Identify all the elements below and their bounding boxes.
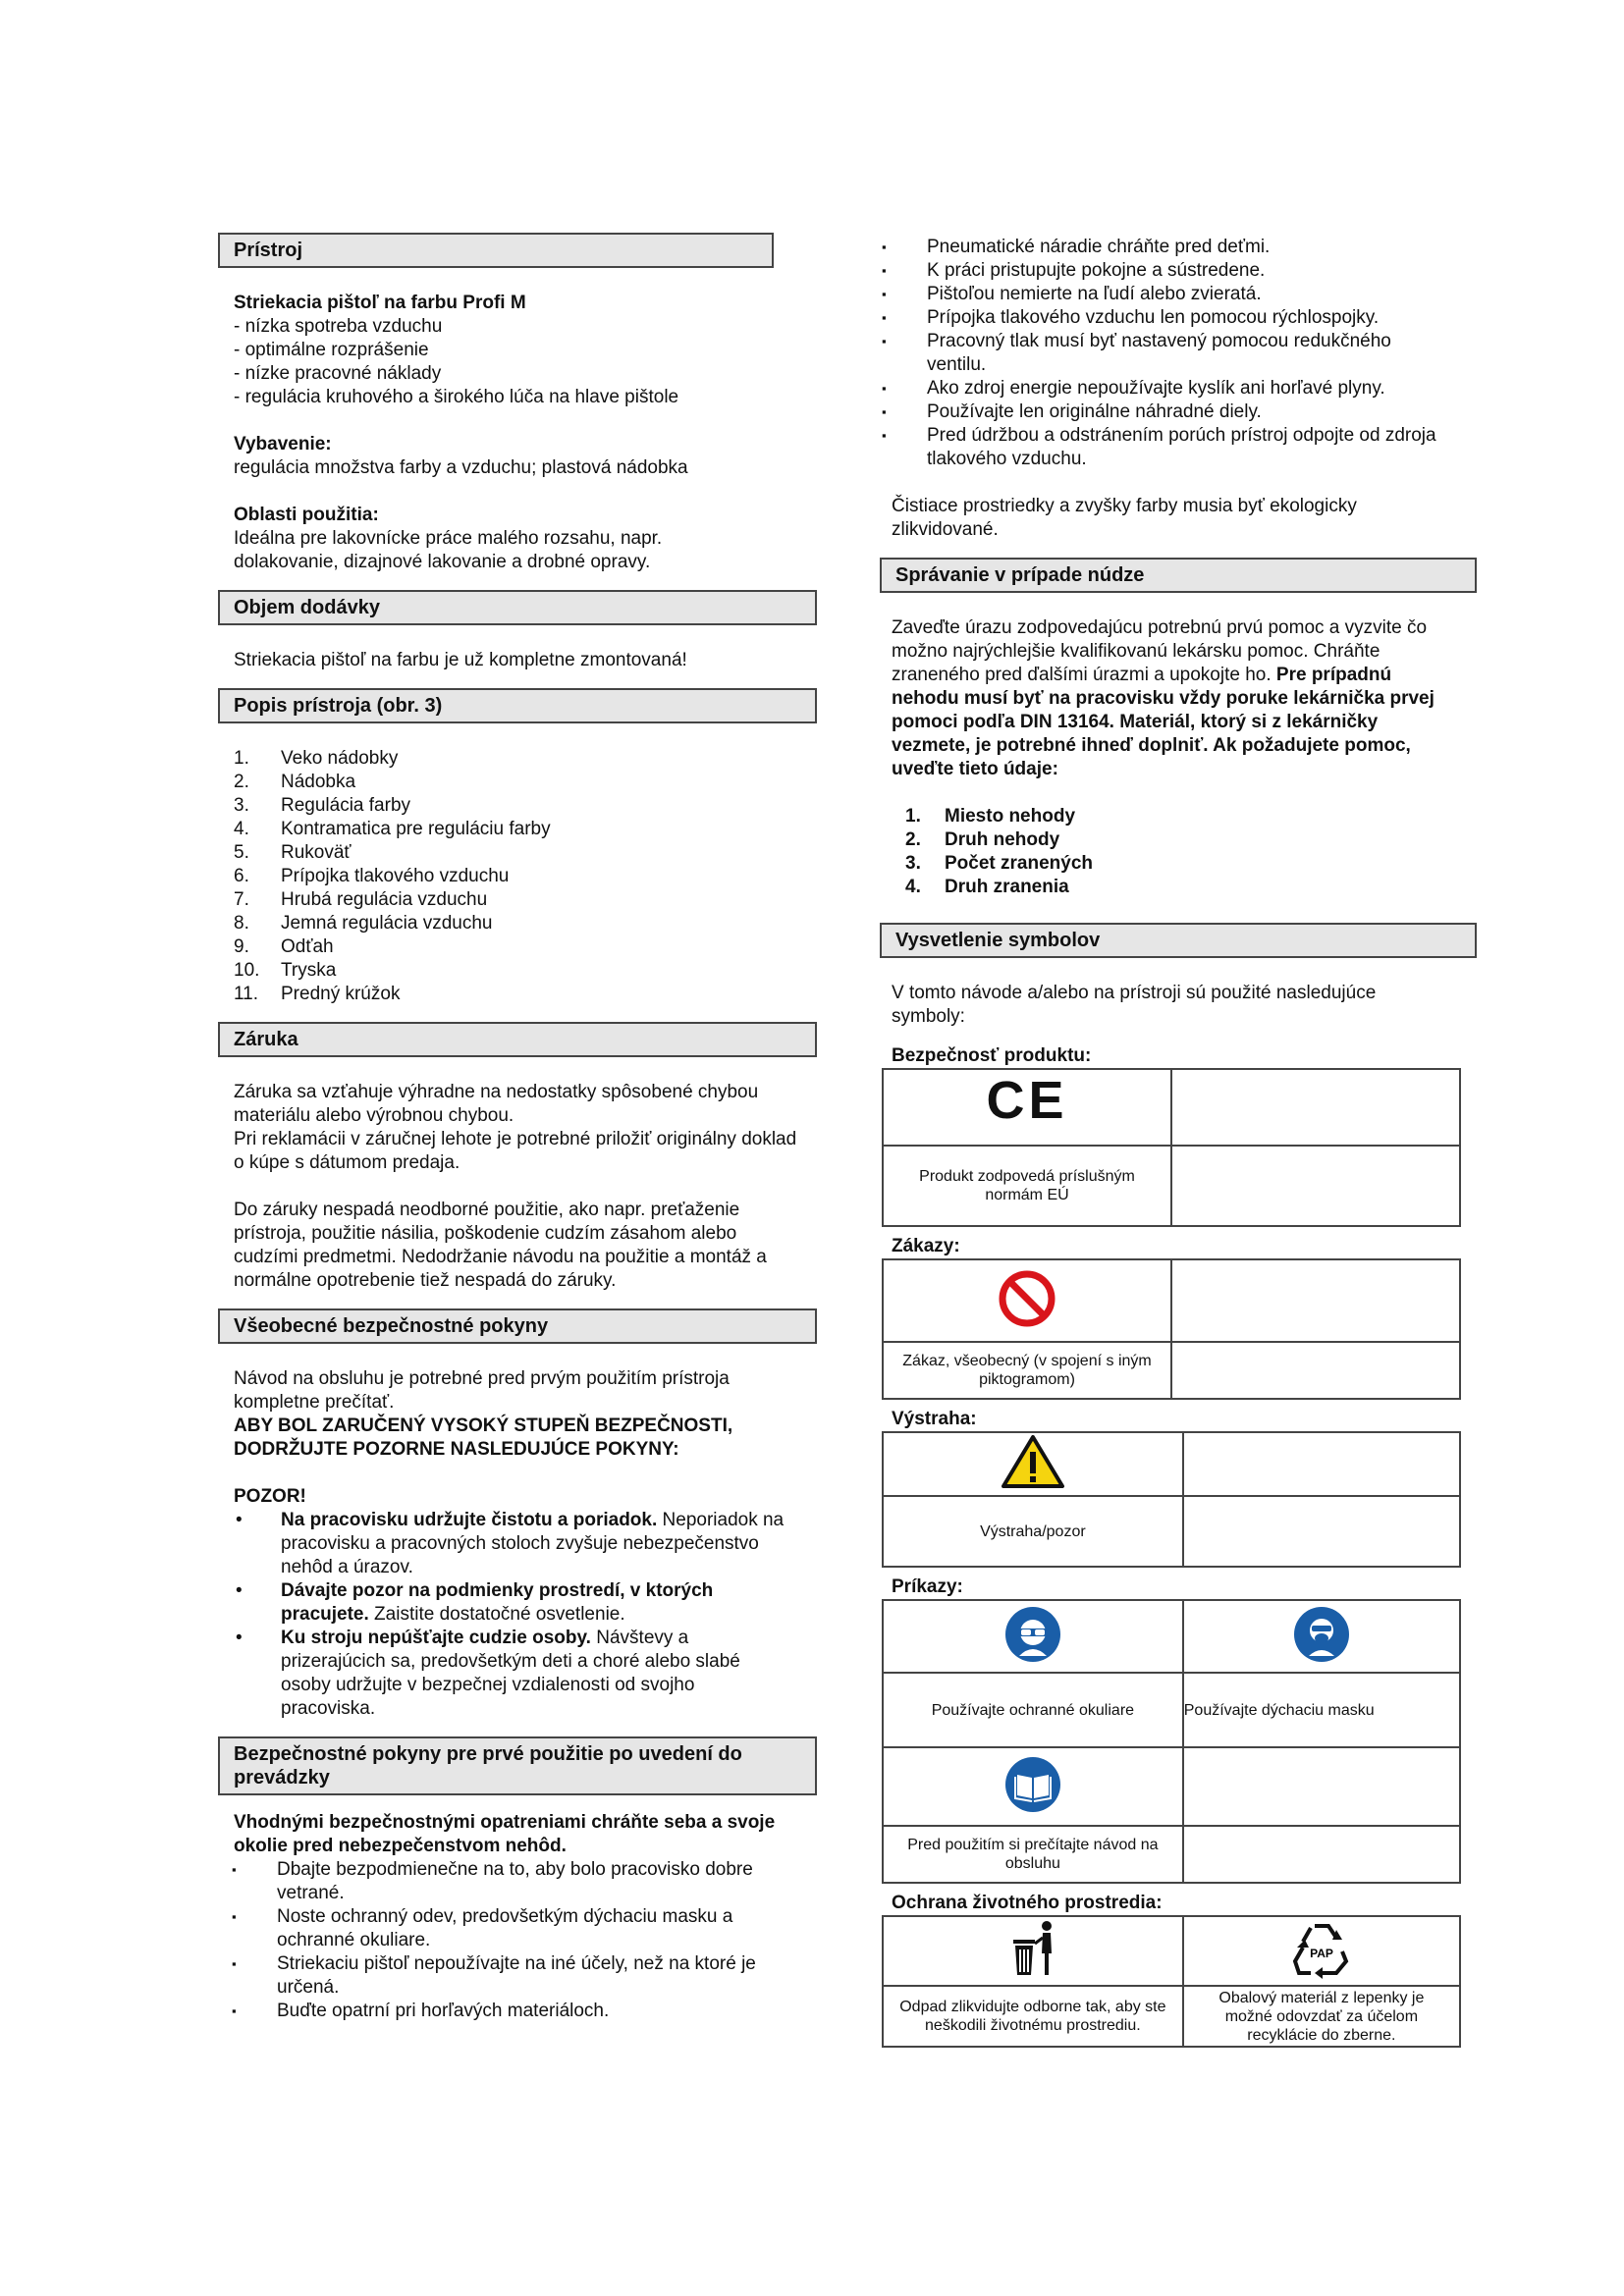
item-number: 7. [234, 889, 249, 910]
read-manual-icon [1003, 1755, 1062, 1814]
prohibition-icon [998, 1269, 1056, 1328]
description-item [234, 771, 817, 794]
emergency-item [905, 828, 1483, 852]
device-feature: - regulácia kruhového a širokého lúča na hlave pištole [234, 387, 679, 407]
empty-cell [1183, 1496, 1460, 1567]
safety-rule-item: ▪ Pracovný tlak musí byť nastavený pomocou redukčného ventilu. [880, 330, 1449, 377]
device-feature: - optimálne rozprášenie [234, 340, 429, 360]
section-header-safety: Všeobecné bezpečnostné pokyny [218, 1308, 817, 1344]
description-item [234, 935, 817, 959]
use-heading: Oblasti použitia: [234, 505, 379, 525]
item-number: 3. [905, 853, 921, 874]
product-safety-label: Bezpečnosť produktu: [892, 1045, 1092, 1066]
device-title: Striekacia pištoľ na farbu Profi M [234, 293, 526, 313]
description-item [234, 818, 817, 841]
safety-caps: ABY BOL ZARUČENÝ VYSOKÝ STUPEŇ BEZPEČNOSTI, DODRŽUJTE POZORNE NASLEDUJÚCE POKYNY: [234, 1415, 733, 1460]
pap-icon-cell [1183, 1916, 1460, 1986]
use-text: Ideálna pre lakovnícke práce malého rozsahu, napr. dolakovanie, dizajnové lakovanie a drobné opravy. [234, 528, 663, 572]
section-header-first-use: Bezpečnostné pokyny pre prvé použitie po uvedení do prevádzky [218, 1736, 817, 1795]
item-number: 4. [234, 819, 249, 839]
item-label: Odťah [281, 936, 334, 957]
item-label: Hrubá regulácia vzduchu [281, 889, 488, 910]
first-use-bold: Vhodnými bezpečnostnými opatreniami chráňte seba a svoje okolie pred nebezpečenstvom nehôd. [234, 1812, 776, 1856]
item-number: 4. [905, 877, 921, 897]
first-use-item: ▪ Noste ochranný odev, predovšetkým dýchaciu masku a ochranné okuliare. [230, 1905, 789, 1952]
environment-table [882, 1915, 1461, 2048]
item-number: 10. [234, 960, 260, 981]
item-number: 2. [234, 772, 249, 792]
safety-item-bold: Ku stroju nepúšťajte cudzie osoby. [281, 1628, 591, 1648]
empty-cell [1183, 1432, 1460, 1496]
first-use-item: ▪ Striekaciu pištoľ nepoužívajte na iné účely, než na ktoré je určená. [230, 1952, 789, 2000]
ce-mark-icon: CE [986, 1071, 1068, 1130]
item-label: Veko nádobky [281, 748, 399, 769]
safety-intro: Návod na obsluhu je potrebné pred prvým použitím prístroja kompletne prečítať. [234, 1368, 730, 1413]
safety-rule-item: ▪ Prípojka tlakového vzduchu len pomocou rýchlospojky. [880, 306, 1449, 330]
mask-icon [1292, 1605, 1351, 1664]
equipment-text: regulácia množstva farby a vzduchu; plastová nádobka [234, 457, 688, 478]
right-top-list [880, 236, 1449, 471]
item-label: Tryska [281, 960, 337, 981]
pap-caption: Obalový materiál z lepenky je možné odovzdať za účelom recyklácie do zberne. [1183, 1986, 1460, 2047]
item-label: Regulácia farby [281, 795, 411, 816]
warning-table [882, 1431, 1461, 1568]
item-label: Počet zranených [945, 853, 1093, 874]
emergency-text-plain: Zaveďte úrazu zodpovedajúcu potrebnú prvú pomoc a vyzvite čo možno najrýchlejšie kvalifikovanú lekársku pomoc. Chráňte zraneného pred ďalšími úrazmi a upokojte ho. [892, 617, 1428, 685]
warning-triangle-icon [1001, 1434, 1065, 1489]
orders-table [882, 1599, 1461, 1884]
description-list [218, 747, 817, 1006]
ce-table [882, 1068, 1461, 1227]
emergency-text-bold: Pre prípadnú nehodu musí byť na pracovisku vždy poruke lekárnička prvej pomoci podľa DIN 13164. Materiál, ktorý si z lekárničky vezmete, je potrebné ihneď doplniť. Ak požadujete pomoc, uveďte tieto údaje: [892, 665, 1435, 779]
empty-cell [1171, 1146, 1460, 1226]
empty-cell [1183, 1747, 1460, 1826]
safety-item-bold: Dávajte pozor na podmienky prostredí, v ktorých pracujete. [281, 1580, 714, 1625]
safety-item [234, 1579, 793, 1627]
item-number: 1. [234, 748, 249, 769]
goggles-caption: Používajte ochranné okuliare [883, 1673, 1183, 1747]
emergency-item [905, 805, 1483, 828]
section-header-symbols: Vysvetlenie symbolov [880, 923, 1477, 958]
item-number: 5. [234, 842, 249, 863]
symbols-intro: V tomto návode a/alebo na prístroji sú použité nasledujúce symboly: [892, 983, 1377, 1027]
recycle-pap-icon [1289, 1918, 1354, 1979]
item-label: Kontramatica pre reguláciu farby [281, 819, 551, 839]
description-item [234, 983, 817, 1006]
item-number: 11. [234, 984, 259, 1004]
warning-label: Výstraha: [892, 1409, 977, 1429]
ce-caption: Produkt zodpovedá príslušným normám EÚ [883, 1146, 1171, 1226]
safety-item [234, 1627, 793, 1721]
item-label: Jemná regulácia vzduchu [281, 913, 493, 934]
description-item [234, 865, 817, 888]
waste-icon-cell [883, 1916, 1183, 1986]
item-number: 1. [905, 806, 921, 827]
safety-rule-item: ▪ Ako zdroj energie nepoužívajte kyslík ani horľavé plyny. [880, 377, 1449, 400]
safety-rule-item: ▪ Používajte len originálne náhradné diely. [880, 400, 1449, 424]
item-label: Druh zranenia [945, 877, 1069, 897]
safety-rule-item: ▪ Pred údržbou a odstránením porúch prístroj odpojte od zdroja tlakového vzduchu. [880, 424, 1449, 471]
warranty-p2: Pri reklamácii v záručnej lehote je potrebné priložiť originálny doklad o kúpe s dátumom predaja. [234, 1129, 797, 1173]
scope-text: Striekacia pištoľ na farbu je už kompletne zmontovaná! [234, 650, 687, 670]
safety-rule-item: ▪ Pištoľou nemierte na ľudí alebo zvieratá. [880, 283, 1449, 306]
first-use-item: ▪ Dbajte bezpodmienečne na to, aby bolo pracovisko dobre vetrané. [230, 1858, 789, 1905]
prohibition-caption: Zákaz, všeobecný (v spojení s iným piktogramom) [883, 1342, 1171, 1399]
emergency-text [880, 616, 1451, 781]
item-label: Nádobka [281, 772, 356, 792]
description-item [234, 794, 817, 818]
safety-item-bold: Na pracovisku udržujte čistotu a poriadok. [281, 1510, 658, 1530]
attention: POZOR! [234, 1486, 306, 1507]
description-item [234, 912, 817, 935]
item-label: Druh nehody [945, 829, 1060, 850]
item-label: Predný krúžok [281, 984, 401, 1004]
warning-caption: Výstraha/pozor [883, 1496, 1183, 1567]
empty-cell [1183, 1826, 1460, 1883]
emergency-item [905, 852, 1483, 876]
item-number: 8. [234, 913, 249, 934]
goggles-icon-cell [883, 1600, 1183, 1673]
empty-cell [1171, 1342, 1460, 1399]
warning-icon-cell [883, 1432, 1183, 1496]
eco-text: Čistiace prostriedky a zvyšky farby musia byť ekologicky zlikvidované. [892, 496, 1357, 540]
safety-rule-item: ▪ Pneumatické náradie chráňte pred deťmi. [880, 236, 1449, 259]
description-item [234, 888, 817, 912]
prohibition-icon-cell [883, 1259, 1171, 1342]
environment-label: Ochrana životného prostredia: [892, 1893, 1163, 1913]
device-feature: - nízke pracovné náklady [234, 363, 442, 384]
safety-item-text: Neporiadok na pracovisku a pracovných stoloch zvyšuje nebezpečenstvo nehôd a úrazov. [281, 1510, 785, 1577]
waste-caption: Odpad zlikvidujte odborne tak, aby ste neškodili životnému prostrediu. [883, 1986, 1183, 2047]
prohibition-table [882, 1258, 1461, 1400]
left-column [218, 233, 817, 2023]
right-column [880, 236, 1483, 2048]
section-header-description: Popis prístroja (obr. 3) [218, 688, 817, 723]
description-item [234, 841, 817, 865]
prohibitions-label: Zákazy: [892, 1236, 960, 1256]
manual-icon-cell [883, 1747, 1183, 1826]
empty-cell [1171, 1069, 1460, 1146]
section-header-scope: Objem dodávky [218, 590, 817, 625]
emergency-item [905, 876, 1483, 899]
equipment-heading: Vybavenie: [234, 434, 332, 454]
safety-item [234, 1509, 793, 1579]
item-number: 9. [234, 936, 249, 957]
item-number: 6. [234, 866, 249, 886]
trash-bin-icon [1005, 1918, 1060, 1979]
mask-icon-cell [1183, 1600, 1460, 1673]
description-item [234, 747, 817, 771]
warranty-p1: Záruka sa vzťahuje výhradne na nedostatky spôsobené chybou materiálu alebo výrobnou chybou. [234, 1082, 759, 1126]
section-header-emergency: Správanie v prípade núdze [880, 558, 1477, 593]
manual-caption: Pred použitím si prečítajte návod na obsluhu [883, 1826, 1183, 1883]
emergency-list [880, 805, 1483, 899]
mask-caption: Používajte dýchaciu masku [1183, 1673, 1460, 1747]
goggles-icon [1003, 1605, 1062, 1664]
safety-item-text: Návštevy a prizerajúcich sa, predovšetkým deti a choré alebo slabé osoby udržujte v bezpečnej vzdialenosti od svojho pracoviska. [281, 1628, 740, 1719]
item-label: Miesto nehody [945, 806, 1076, 827]
safety-item-text: Zaistite dostatočné osvetlenie. [368, 1604, 625, 1625]
device-features [218, 315, 817, 409]
section-header-device: Prístroj [218, 233, 774, 268]
first-use-list [218, 1858, 789, 2023]
pap-label: PAP [1309, 1947, 1333, 1960]
item-label: Rukoväť [281, 842, 352, 863]
item-label: Prípojka tlakového vzduchu [281, 866, 510, 886]
orders-label: Príkazy: [892, 1576, 963, 1597]
item-number: 3. [234, 795, 249, 816]
device-feature: - nízka spotreba vzduchu [234, 316, 443, 337]
description-item [234, 959, 817, 983]
section-header-warranty: Záruka [218, 1022, 817, 1057]
empty-cell [1171, 1259, 1460, 1342]
first-use-item: ▪ Buďte opatrní pri horľavých materiáloch. [230, 2000, 789, 2023]
safety-list [218, 1509, 793, 1721]
warranty-p3: Do záruky nespadá neodborné použitie, ako napr. preťaženie prístroja, použitie násilia, poškodenie cudzím zásahom alebo cudzími predmetmi. Nedodržanie návodu na použitie a montáž a normálne opotrebenie tiež nespadá do záruky. [234, 1200, 767, 1291]
ce-icon-cell [883, 1069, 1171, 1146]
safety-rule-item: ▪ K práci pristupujte pokojne a sústredene. [880, 259, 1449, 283]
item-number: 2. [905, 829, 921, 850]
